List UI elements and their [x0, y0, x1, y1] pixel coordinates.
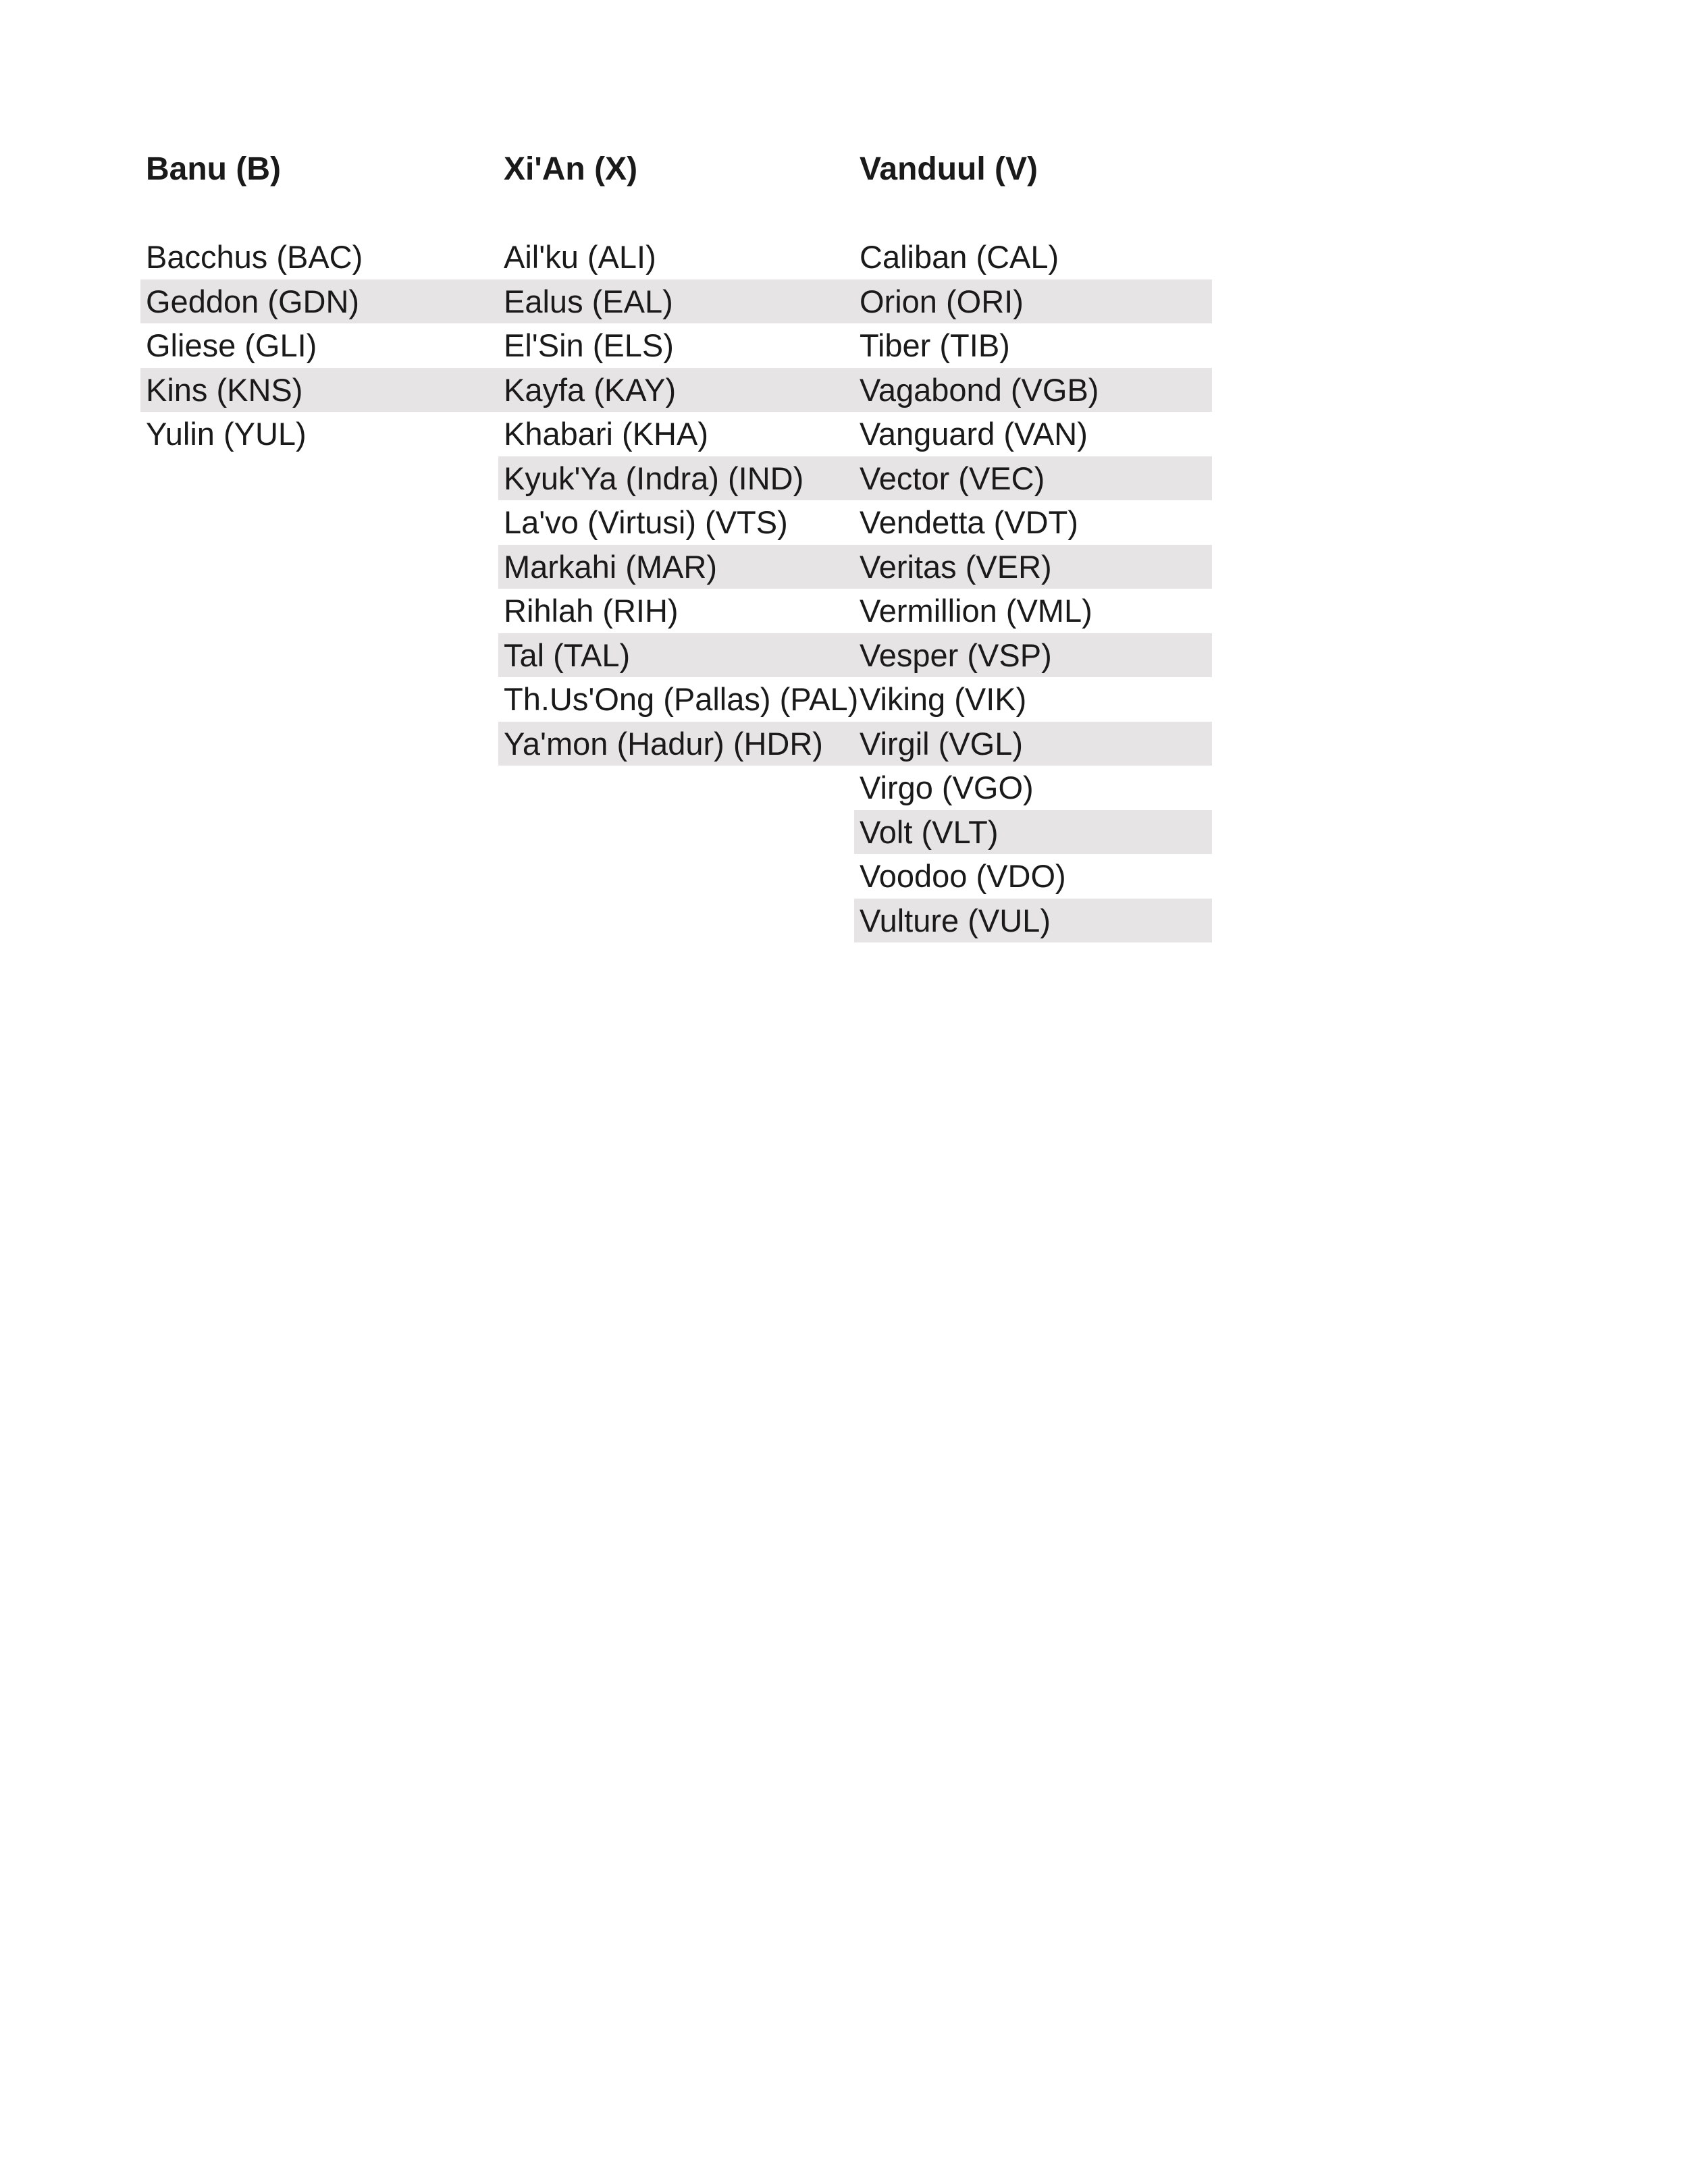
list-item: Viking (VIK)	[860, 681, 1027, 717]
list-item: Virgo (VGO)	[860, 770, 1034, 805]
column-header-xian: Xi'An (X)	[504, 151, 638, 187]
list-item: Caliban (CAL)	[860, 239, 1059, 275]
column-header-banu: Banu (B)	[146, 151, 281, 187]
list-item: El'Sin (ELS)	[504, 327, 674, 363]
list-xian	[498, 235, 859, 766]
list-item: Virgil (VGL)	[854, 722, 1212, 766]
list-item: Vendetta (VDT)	[860, 504, 1078, 540]
list-banu	[140, 235, 498, 456]
list-item: Kins (KNS)	[140, 368, 498, 412]
list-item: Markahi (MAR)	[498, 545, 854, 589]
list-item: Vesper (VSP)	[854, 633, 1212, 678]
list-item: Rihlah (RIH)	[504, 593, 679, 629]
column-header-vanduul: Vanduul (V)	[860, 151, 1038, 187]
list-item: Kyuk'Ya (Indra) (IND)	[498, 456, 854, 501]
list-item: Th.Us'Ong (Pallas) (PAL)	[504, 681, 859, 717]
list-item: Ealus (EAL)	[498, 279, 854, 324]
list-item: Tal (TAL)	[498, 633, 854, 678]
list-item: Ail'ku (ALI)	[504, 239, 656, 275]
list-item: Vulture (VUL)	[854, 899, 1212, 943]
list-item: Veritas (VER)	[854, 545, 1212, 589]
list-item: Orion (ORI)	[854, 279, 1212, 324]
list-item: Vagabond (VGB)	[854, 368, 1212, 412]
list-item: Yulin (YUL)	[146, 416, 307, 452]
list-item: Gliese (GLI)	[146, 327, 317, 363]
list-item: Volt (VLT)	[854, 810, 1212, 855]
list-item: Geddon (GDN)	[140, 279, 498, 324]
list-item: La'vo (Virtusi) (VTS)	[504, 504, 788, 540]
list-item: Khabari (KHA)	[504, 416, 708, 452]
list-item: Voodoo (VDO)	[860, 858, 1066, 894]
list-item: Tiber (TIB)	[860, 327, 1010, 363]
list-vanduul	[854, 235, 1212, 942]
list-item: Vermillion (VML)	[860, 593, 1092, 629]
list-item: Vanguard (VAN)	[860, 416, 1088, 452]
list-item: Vector (VEC)	[854, 456, 1212, 501]
list-item: Bacchus (BAC)	[146, 239, 363, 275]
list-item: Ya'mon (Hadur) (HDR)	[498, 722, 854, 766]
list-item: Kayfa (KAY)	[498, 368, 854, 412]
